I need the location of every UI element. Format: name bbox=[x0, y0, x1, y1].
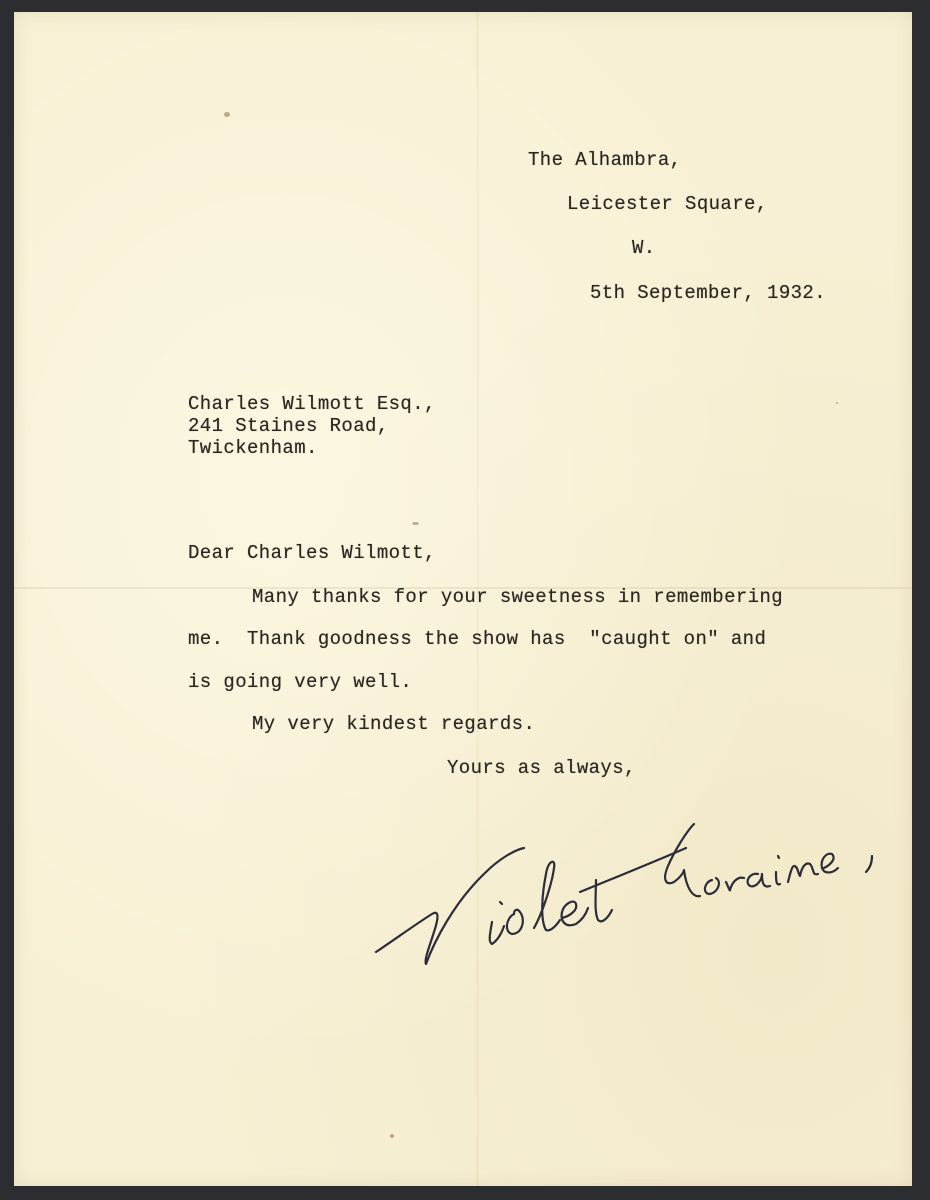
paper-stain bbox=[412, 522, 419, 525]
letter-date: 5th September, 1932. bbox=[590, 282, 827, 304]
body-paragraph1-line2: me. Thank goodness the show has "caught on" and bbox=[188, 628, 767, 650]
letter-sheet bbox=[14, 12, 912, 1186]
recipient-street: 241 Staines Road, bbox=[188, 415, 389, 437]
handwritten-signature bbox=[374, 802, 914, 992]
body-paragraph1-line3: is going very well. bbox=[188, 671, 413, 693]
sender-address-line3: W. bbox=[632, 237, 656, 259]
salutation: Dear Charles Wilmott, bbox=[188, 542, 436, 564]
paper-stain bbox=[390, 1134, 394, 1138]
body-paragraph2: My very kindest regards. bbox=[252, 713, 536, 735]
body-paragraph1-line1: Many thanks for your sweetness in remembering bbox=[252, 586, 784, 608]
sender-address-line2: Leicester Square, bbox=[567, 193, 768, 215]
recipient-name: Charles Wilmott Esq., bbox=[188, 393, 436, 415]
paper-stain bbox=[224, 112, 230, 117]
paper-stain bbox=[836, 402, 838, 404]
recipient-town: Twickenham. bbox=[188, 437, 318, 459]
closing: Yours as always, bbox=[447, 757, 636, 779]
sender-address-line1: The Alhambra, bbox=[528, 149, 682, 171]
